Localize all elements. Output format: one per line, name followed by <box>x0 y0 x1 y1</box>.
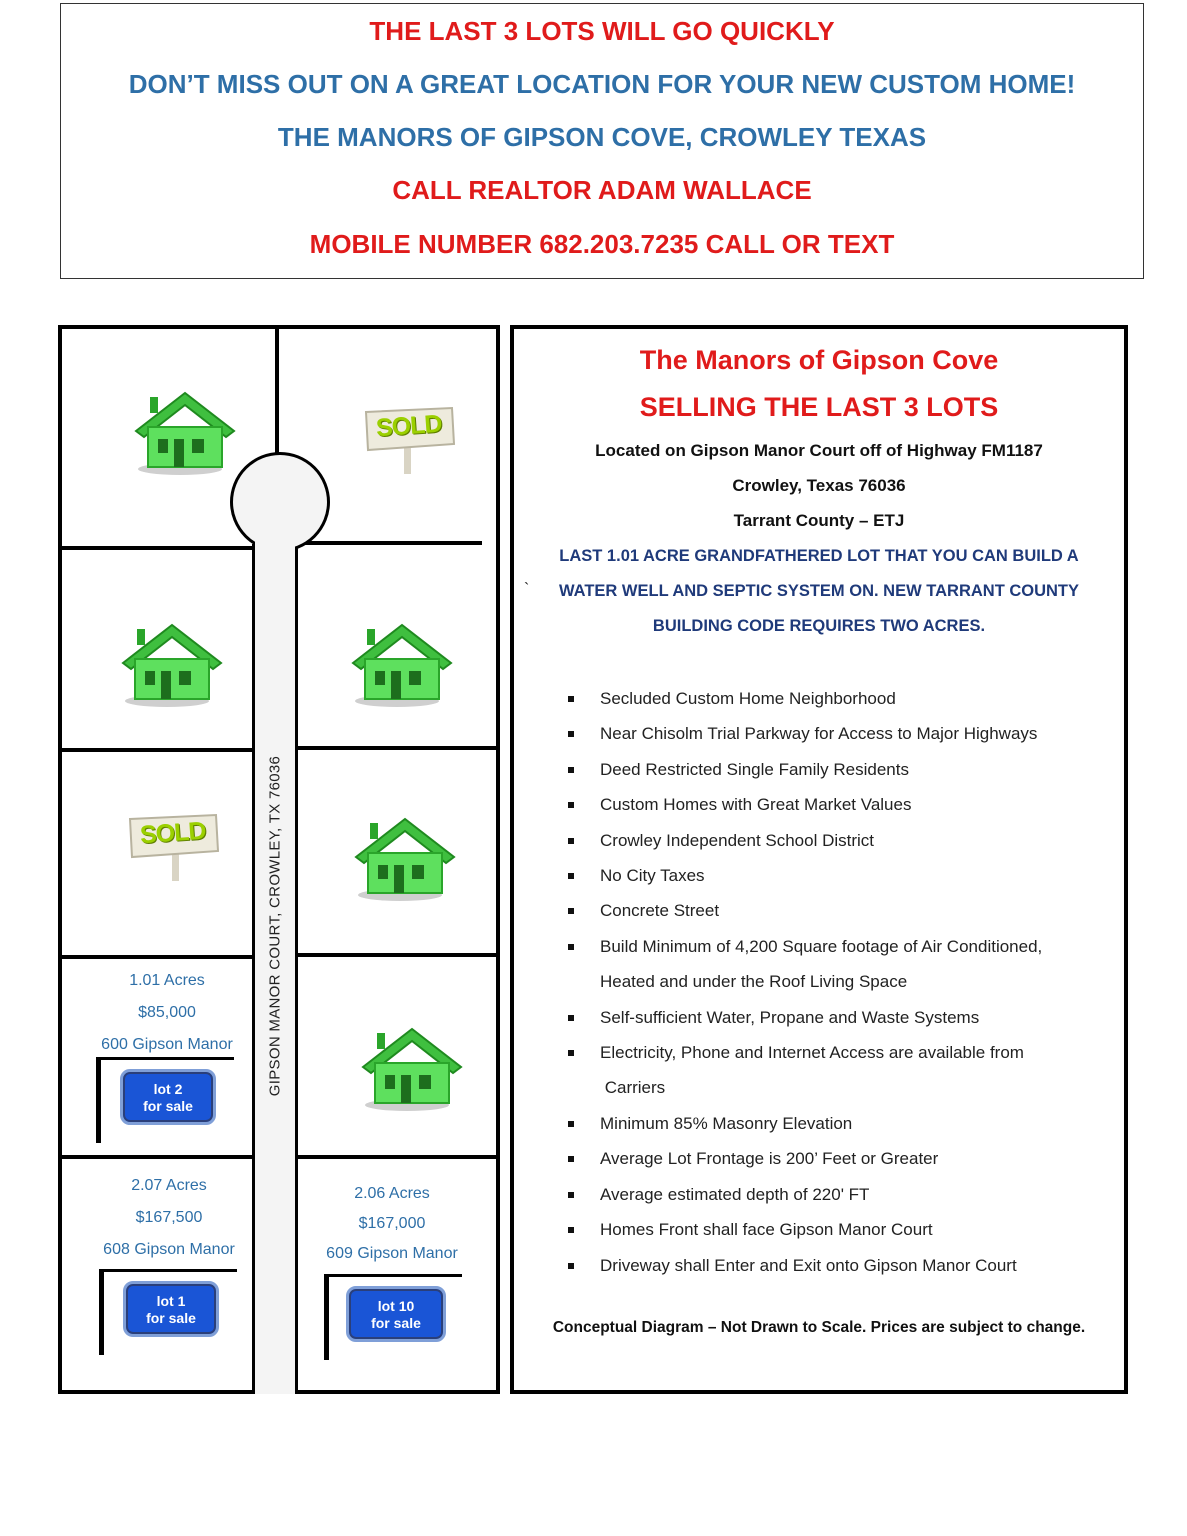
lot-divider <box>275 329 279 459</box>
for-sale-sign <box>96 1057 236 1147</box>
for-sale-board <box>123 1281 219 1337</box>
list-item: Average Lot Frontage is 200’ Feet or Greater <box>564 1141 1124 1176</box>
notice-line-3: BUILDING CODE REQUIRES TWO ACRES. <box>652 617 986 635</box>
lot-address: 609 Gipson Manor <box>326 1245 458 1262</box>
sign-arm <box>99 1269 237 1272</box>
lot-acres: 2.06 Acres <box>354 1185 430 1202</box>
list-item: Minimum 85% Masonry Elevation <box>564 1106 1124 1141</box>
banner-phone: MOBILE NUMBER 682.203.7235 CALL OR TEXT <box>309 229 895 259</box>
lot-price: $167,500 <box>135 1209 203 1226</box>
house-icon <box>350 813 460 903</box>
road-label: GIPSON MANOR COURT, CROWLEY, TX 76036 <box>266 755 284 1097</box>
lot-divider <box>62 546 252 550</box>
lot-info-lot-10 <box>302 1179 482 1269</box>
lot-info-lot-1 <box>62 1170 276 1266</box>
info-county: Tarrant County – ETJ <box>733 511 905 530</box>
feature-list <box>564 681 1124 1283</box>
lot-info-lot-2 <box>62 965 272 1061</box>
sign-arm <box>96 1057 234 1060</box>
lot-acres: 1.01 Acres <box>129 972 205 989</box>
disclaimer: Conceptual Diagram – Not Drawn to Scale. Prices are subject to change. <box>552 1319 1086 1336</box>
list-item: No City Taxes <box>564 858 1124 893</box>
lot-divider <box>62 955 252 959</box>
for-sale-label: for sale <box>371 1315 421 1331</box>
list-item: Electricity, Phone and Internet Access are available from Carriers <box>564 1035 1124 1106</box>
notice-mark: ` <box>524 581 530 598</box>
list-item: Custom Homes with Great Market Values <box>564 787 1124 822</box>
lot-price: $85,000 <box>138 1004 196 1021</box>
sign-post <box>324 1274 329 1360</box>
lot-divider <box>298 1155 500 1159</box>
sign-post <box>96 1057 101 1143</box>
lot-number: lot 1 <box>156 1293 186 1309</box>
list-item: Near Chisolm Trial Parkway for Access to Major Highways <box>564 716 1124 751</box>
lot-number: lot 10 <box>377 1298 415 1314</box>
list-item: Crowley Independent School District <box>564 823 1124 858</box>
info-location: Located on Gipson Manor Court off of Highway FM1187 <box>595 441 1043 460</box>
banner-realtor: CALL REALTOR ADAM WALLACE <box>392 175 812 205</box>
lot-price: $167,000 <box>358 1215 426 1232</box>
list-item-continuation: Heated and under the Roof Living Space <box>600 972 908 992</box>
lot-divider <box>62 748 252 752</box>
info-title: The Manors of Gipson Cove <box>639 345 999 375</box>
house-icon <box>357 1023 467 1113</box>
lot-map <box>58 325 500 1394</box>
list-item: Concrete Street <box>564 893 1124 928</box>
for-sale-board <box>120 1069 216 1125</box>
sold-sign <box>124 813 224 883</box>
banner-tagline: DON’T MISS OUT ON A GREAT LOCATION FOR YOUR NEW CUSTOM HOME! <box>128 69 1076 99</box>
lot-address: 608 Gipson Manor <box>103 1241 235 1258</box>
lot-divider <box>298 953 500 957</box>
house-icon <box>347 619 457 709</box>
road-join <box>255 541 295 553</box>
lot-divider <box>298 541 482 545</box>
for-sale-sign <box>324 1274 464 1364</box>
list-item: Self-sufficient Water, Propane and Waste Systems <box>564 1000 1124 1035</box>
lot-acres: 2.07 Acres <box>131 1177 207 1194</box>
sold-label: SOLD <box>375 409 443 443</box>
list-item: Deed Restricted Single Family Residents <box>564 752 1124 787</box>
top-banner <box>60 3 1144 279</box>
sign-arm <box>324 1274 462 1277</box>
for-sale-sign <box>99 1269 239 1359</box>
house-icon <box>130 387 240 477</box>
banner-community: THE MANORS OF GIPSON COVE, CROWLEY TEXAS <box>277 122 927 152</box>
lot-number: lot 2 <box>153 1081 183 1097</box>
lot-divider <box>298 746 500 750</box>
list-item: Homes Front shall face Gipson Manor Court <box>564 1212 1124 1247</box>
sign-post <box>99 1269 104 1355</box>
cul-de-sac <box>230 452 330 552</box>
sold-label: SOLD <box>139 816 207 850</box>
lot-address: 600 Gipson Manor <box>101 1036 233 1053</box>
notice-line-1: LAST 1.01 ACRE GRANDFATHERED LOT THAT YOU CAN BUILD A <box>559 547 1079 565</box>
list-item: Build Minimum of 4,200 Square footage of Air Conditioned, Heated and under the Roof Living Space <box>564 929 1124 1000</box>
list-item-continuation: Carriers <box>600 1078 666 1098</box>
sold-sign <box>360 406 460 476</box>
house-icon <box>117 619 227 709</box>
for-sale-label: for sale <box>146 1310 196 1326</box>
info-city: Crowley, Texas 76036 <box>732 476 906 495</box>
notice-line-2: WATER WELL AND SEPTIC SYSTEM ON. NEW TARRANT COUNTY <box>558 582 1080 600</box>
list-item: Average estimated depth of 220' FT <box>564 1177 1124 1212</box>
lot-divider <box>62 1155 252 1159</box>
for-sale-label: for sale <box>143 1098 193 1114</box>
info-panel <box>510 325 1128 1394</box>
info-subtitle: SELLING THE LAST 3 LOTS <box>639 392 999 422</box>
list-item: Driveway shall Enter and Exit onto Gipson Manor Court <box>564 1248 1124 1283</box>
banner-headline: THE LAST 3 LOTS WILL GO QUICKLY <box>369 16 835 46</box>
for-sale-board <box>346 1286 446 1342</box>
list-item: Secluded Custom Home Neighborhood <box>564 681 1124 716</box>
